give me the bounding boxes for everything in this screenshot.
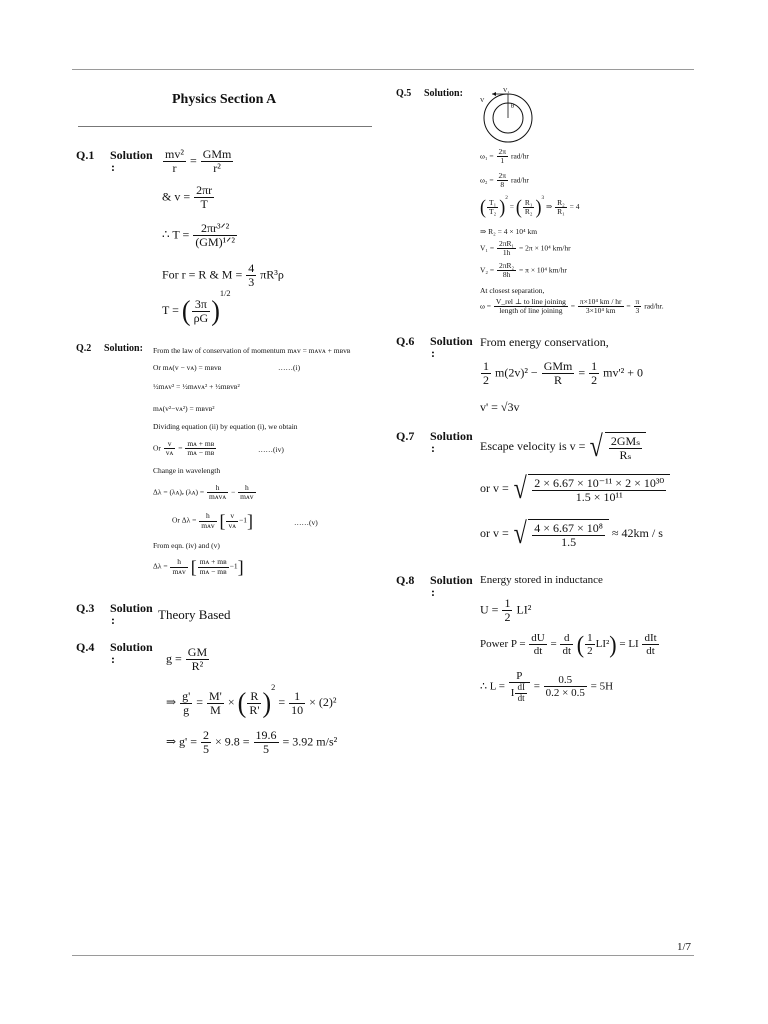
q5-line-7: At closest separation, [480, 286, 545, 295]
q3-solution-label: Solution [110, 601, 153, 615]
q6-number: Q.6 [396, 334, 415, 348]
q2-line-11: Δλ = $\frac{h}{\text{mᴀv}}$ [ $\frac{\text{mᴀ + mʙ}}{\text{mᴀ − mʙ}}$ −1] [153, 557, 244, 577]
arrow-head [492, 92, 496, 96]
q2-line-3: ½mᴀv² = ½mᴀvᴀ² + ½mʙvʙ² [153, 382, 240, 391]
q3-number: Q.3 [76, 601, 95, 615]
q1-solution-label: Solution [110, 148, 153, 162]
q5-line-1: ω₁ = $\frac{2\pi}{1}$ rad/hr [480, 147, 529, 166]
q5-line-4: ⇒ R₂ = 4 × 10⁴ km [480, 227, 538, 236]
q4-eq-2: ⇒ $\frac{g'}{g}$ = $\frac{M'}{M}$ × ( $\frac{R}{R'}$ )$^2$ = $\frac{1}{10}$ × (2)² [166, 683, 337, 719]
q1-solution-colon: : [111, 160, 115, 174]
q2-line-7: Change in wavelength [153, 466, 221, 475]
q1-eq-5: T = ( $\frac{3\pi}{\rho G}$ )$^{1/2}$ [162, 289, 231, 327]
q4-eq-1: g = $\frac{GM}{\text{R²}}$ [166, 645, 208, 674]
q5-line-2: ω₂ = $\frac{2\pi}{8}$ rad/hr [480, 171, 529, 190]
q6-eq-1: $\frac{1}{2}$ m(2v)² − $\frac{\text{GMm}}{R}$ = $\frac{1}{2}$ mv'² + 0 [483, 359, 644, 388]
q1-eq-4: For r = R & M = $\frac{4}{3}$ πR³ρ [162, 261, 284, 290]
q2-line-2: Or mᴀ(v − vᴀ) = mʙvʙ [153, 363, 222, 372]
title-underline [78, 126, 372, 127]
q6-eq-2: v' = √3v [480, 400, 520, 414]
q2-line-9-tag: ……(v) [294, 518, 318, 527]
q7-number: Q.7 [396, 429, 415, 443]
q8-number: Q.8 [396, 573, 415, 587]
label-v1: V₁ [503, 88, 510, 94]
q4-solution-label: Solution [110, 640, 153, 654]
q8-solution-label: Solution [430, 573, 473, 587]
q7-solution-colon: : [431, 441, 435, 455]
q2-line-4: mᴀ(v²−vᴀ²) = mʙvʙ² [153, 404, 215, 413]
q3-text: Theory Based [158, 607, 231, 622]
q5-line-3: ( $\frac{\text{T₁}}{\text{T₂}}$ )$^2$ = ( $\frac{\text{R₁}}{\text{R₂}}$ )$^3$ ⇒ $\frac{\text{R₂}}{\text{R₁}}$ = 4 [480, 195, 580, 219]
q5-line-8: ω = $\frac{\text{V\_rel ⊥ to line joining}}{\text{length of line joining}}$ = $\frac{\text{π×10⁴ km / hr}}{\text{3×10⁴ km}}$ = $\frac{\pi}{3}$ rad/hr. [480, 297, 664, 316]
q2-number: Q.2 [76, 343, 92, 354]
q3-solution-colon: : [111, 613, 115, 627]
label-v: V [480, 98, 485, 104]
page-title: Physics Section A [172, 92, 277, 107]
q1-eq-1: $\frac{\text{mv²}}{r}$ = $\frac{\text{GMm}}{\text{r²}}$ [165, 147, 232, 176]
q2-line-9: Or Δλ = $\frac{h}{\text{mᴀv}}$ [ $\frac{v}{\text{vᴀ}}$ −1] [172, 511, 253, 531]
q1-number: Q.1 [76, 148, 95, 162]
q2-line-1: From the law of conservation of momentum mᴀv = mᴀvᴀ + mʙvʙ [153, 346, 351, 355]
q7-solution-label: Solution [430, 429, 473, 443]
q1-eq-3: ∴ T = $\frac{\text{2πr³ᐟ²}}{\text{(GM)¹ᐟ²}}$ [162, 221, 235, 250]
q4-number: Q.4 [76, 640, 95, 654]
q6-solution-label: Solution [430, 334, 473, 348]
q7-eq-1: Escape velocity is v = √ $\frac{\text{2GMₛ}}{\text{Rₛ}}$ [480, 432, 646, 462]
q2-solution-label: Solution: [104, 343, 143, 354]
bottom-rule [72, 955, 694, 956]
q2-line-6: Or $\frac{v}{\text{vᴀ}}$ = $\frac{\text{mᴀ + mʙ}}{\text{mᴀ − mʙ}}$ [153, 439, 215, 458]
label-theta: θ [511, 104, 514, 110]
q8-eq-3: ∴ L = P I $\frac{dI}{dt}$ = $\frac{0.5}{0.2 \times 0.5}$ = 5H [480, 670, 614, 703]
q1-eq-2: & v = $\frac{2\pi r}{T}$ [162, 183, 213, 212]
q4-eq-3: ⇒ g' = $\frac{2}{5}$ × 9.8 = $\frac{19.6}{5}$ = 3.92 m/s² [166, 728, 338, 757]
q2-line-10: From eqn. (iv) and (v) [153, 541, 220, 550]
q2-line-5: Dividing equation (ii) by equation (i), we obtain [153, 422, 298, 431]
page-number: 1/7 [677, 941, 692, 953]
q8-solution-colon: : [431, 585, 435, 599]
q5-number: Q.5 [396, 88, 412, 99]
q2-line-8: Δλ = (λᴀ)ₑ (λᴀ) = $\frac{h}{\text{mᴀvᴀ}}$ − $\frac{h}{\text{mᴀv}}$ [153, 483, 254, 502]
q5-line-6: V₂ = $\frac{\text{2πR₂}}{8h}$ = π × 10⁴ km/hr [480, 261, 567, 280]
q5-line-5: V₁ = $\frac{\text{2πR₁}}{1h}$ = 2π × 10⁴ km/hr [480, 239, 571, 258]
q4-solution-colon: : [111, 652, 115, 666]
q8-eq-1: U = $\frac{1}{2}$ LI² [480, 596, 532, 625]
q8-eq-2: Power P = $\frac{dU}{dt}$ = $\frac{d}{dt}$ ( $\frac{1}{2}$ LI²) = LI $\frac{\text{dIt}}{dt}$ [480, 630, 657, 658]
q7-eq-3: or v = √ $\frac{\text{4 × 6.67 × 10⁸}}{1.5}$ ≈ 42km / s [480, 517, 663, 551]
q7-eq-2: or v = √ $\frac{\text{2 × 6.67 × 10⁻¹¹ × 2 × 10³⁰}}{\text{1.5 × 10¹¹}}$ [480, 474, 670, 504]
top-rule [72, 69, 694, 70]
q5-solution-label: Solution: [424, 88, 463, 99]
q6-solution-colon: : [431, 346, 435, 360]
q8-text: Energy stored in inductance [480, 574, 603, 586]
orbit-diagram [478, 86, 538, 144]
q2-line-6-tag: ……(iv) [258, 445, 284, 454]
q2-line-2-tag: ……(i) [278, 363, 301, 372]
q6-text: From energy conservation, [480, 335, 609, 349]
